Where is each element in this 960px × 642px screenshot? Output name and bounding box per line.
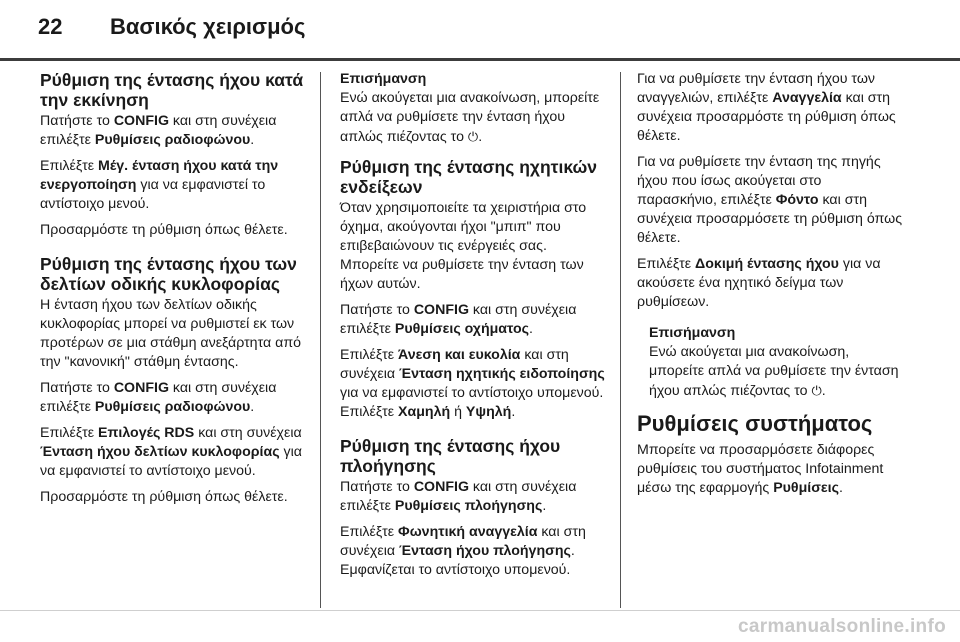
note-box: Επισήμανση Ενώ ακούγεται μια ανακοίνωση, μπορείτε απλά να ρυθμίσετε την ένταση ήχου απλώς πιέζοντας το ⏻. <box>340 70 606 147</box>
power-icon: ⏻ <box>811 383 822 398</box>
power-icon: ⏻ <box>467 129 479 144</box>
heading-traffic-volume: Ρύθμιση της έντασης ήχου των δελτίων οδικής κυκλοφορίας <box>40 254 297 294</box>
paragraph: Επιλέξτε Φωνητική αναγγελία και στη συνέχεια Ένταση ήχου πλοήγησης. Εμφανίζεται το αντίστοιχο υπομενού. <box>340 524 586 578</box>
paragraph: Επιλέξτε Δοκιμή έντασης ήχου για να ακούσετε ένα ηχητικό δείγμα των ρυθμίσεων. <box>637 256 881 310</box>
paragraph: Επιλέξτε Μέγ. ένταση ήχου κατά την ενεργοποίηση για να εμφανιστεί το αντίστοιχο μενού. <box>40 158 279 212</box>
note-title: Επισήμανση <box>340 71 427 87</box>
paragraph: Για να ρυθμίσετε την ένταση της πηγής ήχου που ίσως ακούγεται στο παρασκήνιο, επιλέξτε Φόντο και στη συνέχεια προσαρμόσετε τη ρύθμιση όπως θέλετε. <box>637 154 903 246</box>
heading-system-settings: Ρυθμίσεις συστήματος <box>637 411 873 436</box>
page-number: 22 <box>38 14 63 39</box>
column-divider <box>320 72 321 608</box>
column-right <box>637 70 905 505</box>
paragraph: Πατήστε το CONFIG και στη συνέχεια επιλέξτε Ρυθμίσεις ραδιοφώνου. <box>40 380 277 415</box>
paragraph: Επιλέξτε Άνεση και ευκολία και στη συνέχεια Ένταση ηχητικής ειδοποίησης για να εμφανιστεί το αντίστοιχο υπομενού. Επιλέξτε Χαμηλή ή Υψηλή. <box>340 347 605 420</box>
page-header <box>0 0 960 56</box>
paragraph: Πατήστε το CONFIG και στη συνέχεια επιλέξτε Ρυθμίσεις πλοήγησης. <box>340 479 577 514</box>
column-divider <box>620 72 621 608</box>
footer-divider <box>0 610 960 611</box>
heading-beep-volume: Ρύθμιση της έντασης ηχητικών ενδείξεων <box>340 157 598 197</box>
note-box: Επισήμανση Ενώ ακούγεται μια ανακοίνωση, μπορείτε απλά να ρυθμίσετε την ένταση ήχου απλώς πιέζοντας το ⏻. <box>637 324 905 401</box>
heading-nav-volume: Ρύθμιση της έντασης ήχου πλοήγησης <box>340 436 561 476</box>
column-middle <box>340 70 606 587</box>
header-divider <box>0 58 960 61</box>
paragraph: Όταν χρησιμοποιείτε τα χειριστήρια στο όχημα, ακούγονται ήχοι "μπιπ" που επιβεβαιώνουν τις ενέργειές σας. Μπορείτε να ρυθμίσετε την ένταση των ήχων αυτών. <box>340 200 587 292</box>
paragraph: Πατήστε το CONFIG και στη συνέχεια επιλέξτε Ρυθμίσεις οχήματος. <box>340 302 577 337</box>
watermark: carmanualsonline.info <box>738 616 946 637</box>
paragraph: Προσαρμόστε τη ρύθμιση όπως θέλετε. <box>40 222 288 238</box>
paragraph: Για να ρυθμίσετε την ένταση ήχου των αναγγελιών, επιλέξτε Αναγγελία και στη συνέχεια προσαρμόστε τη ρύθμιση όπως θέλετε. <box>637 71 896 144</box>
paragraph: Η ένταση ήχου των δελτίων οδικής κυκλοφορίας μπορεί να ρυθμιστεί εκ των προτέρων σε μια στάθμη ανεξάρτητα από την "κανονική" στάθμη έντασης. <box>40 297 301 370</box>
column-left <box>40 70 308 514</box>
page-title: Βασικός χειρισμός <box>110 14 306 39</box>
note-title: Επισήμανση <box>649 325 736 341</box>
paragraph: Πατήστε το CONFIG και στη συνέχεια επιλέξτε Ρυθμίσεις ραδιοφώνου. <box>40 113 277 148</box>
paragraph: Προσαρμόστε τη ρύθμιση όπως θέλετε. <box>40 489 288 505</box>
heading-startup-volume: Ρύθμιση της έντασης ήχου κατά την εκκίνηση <box>40 70 304 110</box>
paragraph: Επιλέξτε Επιλογές RDS και στη συνέχεια Ένταση ήχου δελτίων κυκλοφορίας για να εμφανιστεί το αντίστοιχο μενού. <box>40 425 302 479</box>
paragraph: Μπορείτε να προσαρμόσετε διάφορες ρυθμίσεις του συστήματος Infotainment μέσω της εφαρμογής Ρυθμίσεις. <box>637 442 884 496</box>
